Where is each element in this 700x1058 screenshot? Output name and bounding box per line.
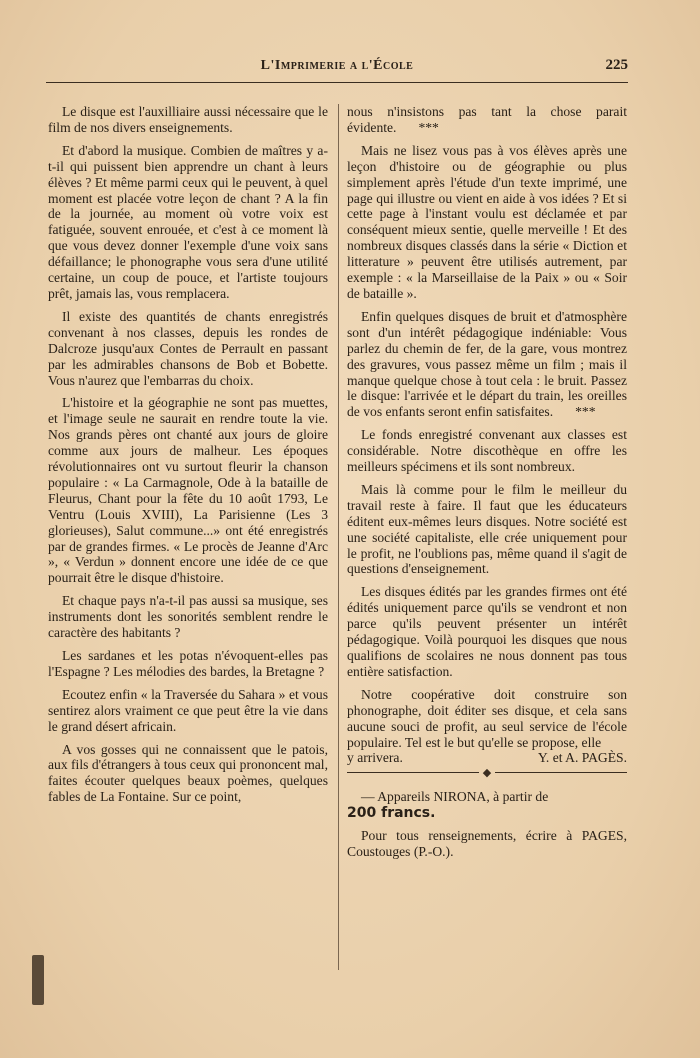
paragraph: Mais ne lisez vous pas à vos élèves après une leçon d'histoire ou de géographie ou plus simplement après l'étude d'un texte imprimé, une page qui illustre ou vient en aide à vos idées ? Et si cette page à l'instant voulu est déclamée et par conséquent mieux sentie, quelle merveille ! Et des nombreux disques classés dans la série « Diction et litterature » peuvent être utilisés autrement, par exemple : « la Marseillaise de la Paix » ou « Soir de bataille ». xyxy=(347,142,627,301)
paragraph: A vos gosses qui ne connaissent que le patois, aux fils d'étrangers à tous ceux qui prononcent mal, faites écouter quelques beaux poèmes, quelques fables de La Fontaine. Sur ce point, xyxy=(48,741,328,805)
ad-contact: Pour tous renseignements, écrire à PAGES, Coustouges (P.-O.). xyxy=(347,828,627,860)
journal-title: L'Imprimerie a l'École xyxy=(260,58,414,73)
signature-line xyxy=(347,750,627,766)
advertisement xyxy=(347,789,627,860)
right-column xyxy=(347,104,627,867)
paragraph-continuation: nous n'insistons pas tant la chose parait évidente. *** xyxy=(347,104,627,135)
ad-line: — Appareils NIRONA, à partir de xyxy=(361,789,549,805)
header-rule xyxy=(46,82,628,83)
paragraph: Mais là comme pour le film le meilleur du travail reste à faire. Il faut que les éducateurs éditent eux-mêmes leurs disques. Notre société est une société capitaliste, elle crée uniquement pour le profit, ne l'oublions pas, même quand il s'agit de questions d'enseignement. xyxy=(347,481,627,577)
column-divider xyxy=(338,104,339,970)
paragraph: Il existe des quantités de chants enregistrés convenant à nos classes, depuis les rondes de Dalcroze jusqu'aux Contes de Perrault en passant par les admirables chansons de Bob et Bobette. Vous n'aurez que l'embarras du choix. xyxy=(48,308,328,388)
running-header xyxy=(46,56,628,78)
page-number: 225 xyxy=(605,57,628,73)
paragraph: Les disques édités par les grandes firmes ont été édités uniquement parce qu'ils se vendront et non parce qu'ils peuvent présenter un intérêt pédagogique. Voilà pourquoi les disques que nous qualifions de scolaires ne nous donnent pas tous entière satisfaction. xyxy=(347,584,627,679)
left-column xyxy=(48,104,328,812)
diamond-ornament-icon: ◆ xyxy=(479,767,495,779)
paragraph: Et d'abord la musique. Combien de maîtres y a-t-il qui puissent bien apprendre un chant à leurs élèves ? Et même parmi ceux qui le peuvent, à quel moment est placée votre leçon de chant ? A la fin de la journée, au moment où votre voix est fatiguée, souvent enrouée, et c'est à ce moment là que vous devez donner l'exemple d'une voix sans défaillance; le phonographe vous sera d'une utilité certaine, un coup de pouce, et l'artiste toujours prêt, jamais las, vous remplacera. xyxy=(48,142,328,301)
paragraph: Le fonds enregistré convenant aux classes est considérable. Notre discothèque en offre les meilleurs spécimens et ils sont nombreux. xyxy=(347,427,627,475)
paragraph: Enfin quelques disques de bruit et d'atmosphère sont d'un intérêt pédagogique indéniable: Vous parlez du chemin de fer, de la gare, vous montrez des gravures, vous passez même un film ; mais il manque quelque chose à tout cela : le bruit. Passez le disque: l'arrivée et le départ du train, les oreilles de vos enfants seront enfin satisfaites. *** xyxy=(347,308,627,420)
author-signature: Y. et A. PAGÈS. xyxy=(537,750,627,766)
closing-words: y arrivera. xyxy=(347,750,403,766)
section-separator: *** xyxy=(575,404,596,420)
ad-price: 200 francs. xyxy=(347,805,436,822)
binding-mark xyxy=(32,955,44,1005)
paragraph: L'histoire et la géographie ne sont pas muettes, et l'image seule ne saurait en rendre toute la vie. Nos grands pères ont chanté aux jours de gloire comme aux jours de malheur. Les époques révolutionnaires ont vu surtout fleurir la chanson populaire : « La Carmagnole, Ode à la bataille de Fleurus, Chant pour la fête du 10 août 1793, Le Ventru (Louis XVIII), La Parisienne (Les 3 glorieuses), Salut commune...» ont été enregistrés par de grandes firmes. « Le procès de Jeanne d'Arc », « Verdun » donnent encore une idée de ce que pourrait être le disque d'histoire. xyxy=(48,395,328,586)
paragraph: Notre coopérative doit construire son phonographe, doit éditer ses disque, et cela sans aucune souci de profit, au seul service de l'école populaire. Tel est le but qu'elle se propose, elle xyxy=(347,686,627,750)
paragraph: Et chaque pays n'a-t-il pas aussi sa musique, ses instruments dont les sonorités semblent rendre le caractère des habitants ? xyxy=(48,593,328,641)
paragraph: Ecoutez enfin « la Traversée du Sahara » et vous sentirez alors vraiment ce que peut être la vie dans le grand désert africain. xyxy=(48,686,328,734)
ornament-rule xyxy=(347,767,627,781)
paragraph: Le disque est l'auxilliaire aussi nécessaire que le film de nos divers enseignements. xyxy=(48,104,328,135)
paragraph: Les sardanes et les potas n'évoquent-elles pas l'Espagne ? Les mélodies des bardes, la Bretagne ? xyxy=(48,648,328,679)
section-separator: *** xyxy=(418,119,439,135)
